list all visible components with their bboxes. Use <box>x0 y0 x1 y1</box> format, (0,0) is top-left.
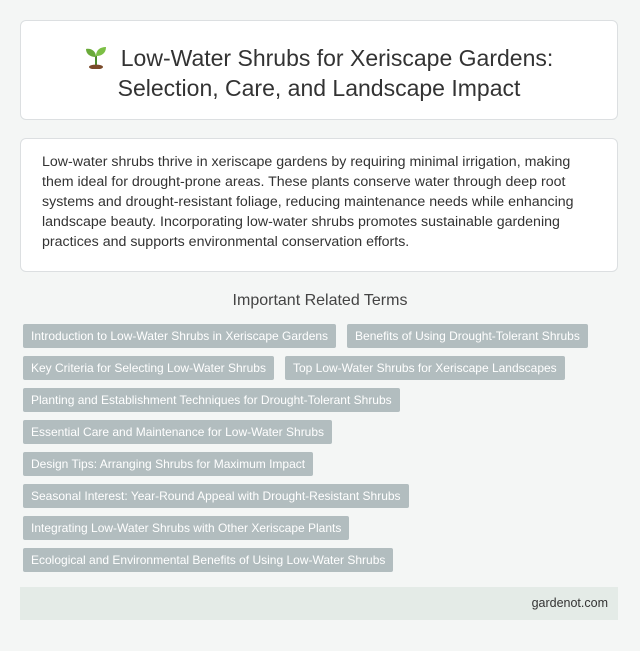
seedling-icon <box>85 45 107 69</box>
title-card <box>20 20 618 120</box>
related-term-tag[interactable]: Design Tips: Arranging Shrubs for Maximum Impact <box>23 452 313 476</box>
related-term-tag[interactable]: Essential Care and Maintenance for Low-Water Shrubs <box>23 420 332 444</box>
page-title-text-1: Low-Water Shrubs for Xeriscape Gardens: <box>120 45 554 71</box>
footer-site-name[interactable]: gardenot.com <box>531 596 608 610</box>
related-term-tag[interactable]: Top Low-Water Shrubs for Xeriscape Landscapes <box>285 356 565 380</box>
related-term-tag[interactable]: Ecological and Environmental Benefits of Using Low-Water Shrubs <box>23 548 393 572</box>
footer-bar <box>20 587 618 620</box>
summary-card <box>20 138 618 272</box>
related-term-tag[interactable]: Benefits of Using Drought-Tolerant Shrubs <box>347 324 588 348</box>
summary-paragraph: Low-water shrubs thrive in xeriscape gardens by requiring minimal irrigation, making them ideal for drought-prone areas. These plants conserve water through deep root systems and drought-resistant foliage, reducing maintenance needs while enhancing landscape beauty. Incorporating low-water shrubs promotes sustainable gardening practices and supports environmental conservation efforts. <box>42 154 574 250</box>
related-term-tag[interactable]: Planting and Establishment Techniques for Drought-Tolerant Shrubs <box>23 388 400 412</box>
page-title-line-1 <box>21 43 617 73</box>
related-terms-heading: Important Related Terms <box>232 292 408 309</box>
related-term-tag[interactable]: Introduction to Low-Water Shrubs in Xeriscape Gardens <box>23 324 336 348</box>
related-terms-list <box>23 324 619 572</box>
related-term-tag[interactable]: Seasonal Interest: Year-Round Appeal with Drought-Resistant Shrubs <box>23 484 409 508</box>
page-title-line-2: Selection, Care, and Landscape Impact <box>117 75 521 101</box>
related-term-tag[interactable]: Integrating Low-Water Shrubs with Other Xeriscape Plants <box>23 516 349 540</box>
related-term-tag[interactable]: Key Criteria for Selecting Low-Water Shrubs <box>23 356 274 380</box>
